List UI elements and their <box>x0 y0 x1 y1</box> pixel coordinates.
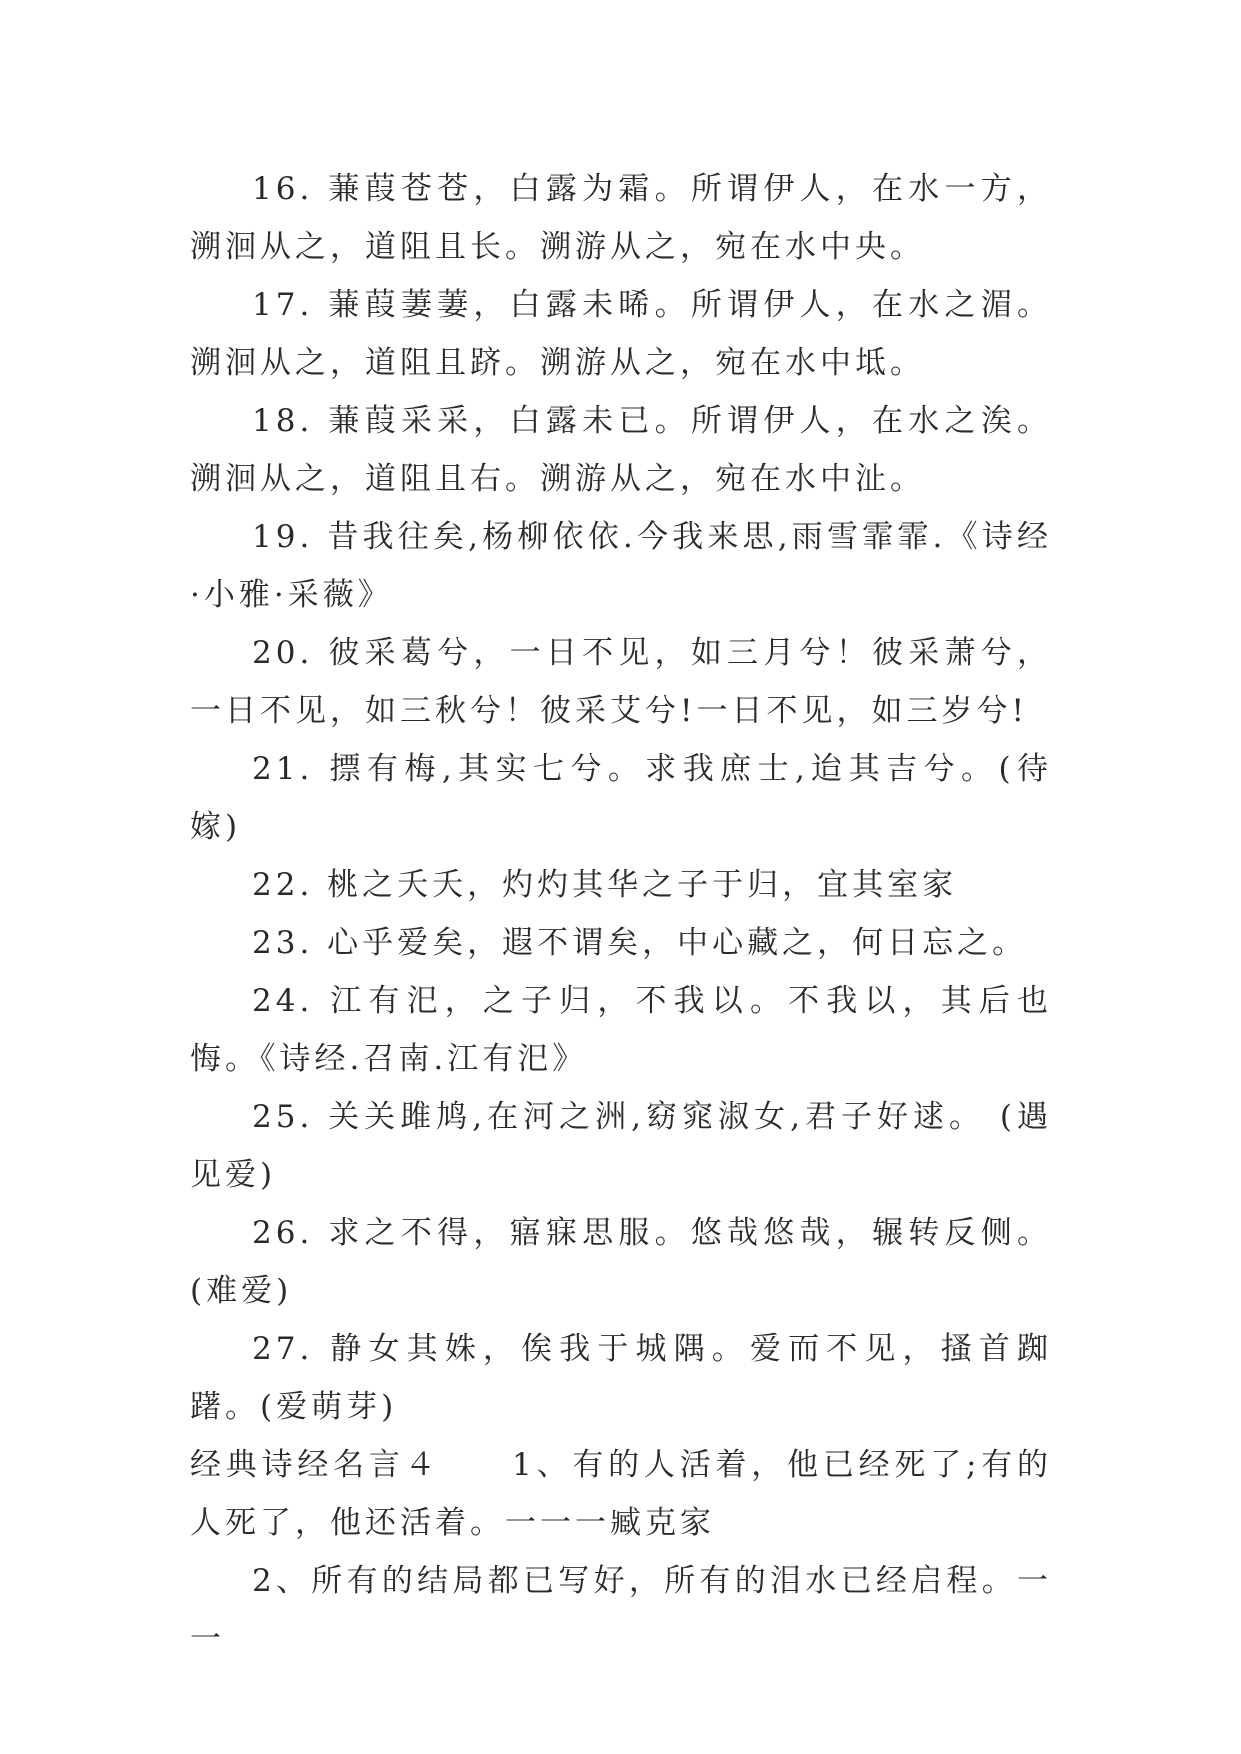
quote-21: 21. 摽有梅,其实七兮。求我庶士,迨其吉兮。(待嫁) <box>190 751 1052 845</box>
quote-2: 2、所有的结局都已写好，所有的泪水已经启程。一一 <box>190 1563 1052 1657</box>
quote-25: 25. 关关雎鸠,在河之洲,窈窕淑女,君子好逑。 (遇见爱) <box>190 1099 1052 1193</box>
document-page <box>190 160 1052 1668</box>
quote-17: 17. 蒹葭萋萋，白露未晞。所谓伊人，在水之湄。溯洄从之，道阻且跻。溯游从之，宛在水中坻。 <box>190 287 1052 381</box>
quote-26: 26. 求之不得，寤寐思服。悠哉悠哉，辗转反侧。(难爱) <box>190 1215 1052 1309</box>
quote-20: 20. 彼采葛兮，一日不见，如三月兮！彼采萧兮，一日不见，如三秋兮！彼采艾兮!一日不见，如三岁兮! <box>190 635 1052 729</box>
quote-27: 27. 静女其姝，俟我于城隅。爱而不见，搔首踟躇。(爱萌芽) <box>190 1331 1052 1425</box>
quote-19: 19. 昔我往矣,杨柳依依.今我来思,雨雪霏霏.《诗经·小雅·采薇》 <box>190 519 1052 613</box>
quote-23: 23. 心乎爱矣，遐不谓矣，中心藏之，何日忘之。 <box>252 925 1028 961</box>
quote-18: 18. 蒹葭采采，白露未已。所谓伊人，在水之涘。溯洄从之，道阻且右。溯游从之，宛在水中沚。 <box>190 403 1052 497</box>
quote-22: 22. 桃之夭夭，灼灼其华之子于归，宜其室家 <box>252 867 958 903</box>
section-heading-paragraph: 经典诗经名言４ 1、有的人活着，他已经死了;有的人死了，他还活着。一一一臧克家 <box>190 1447 1052 1541</box>
quote-24: 24. 江有汜，之子归，不我以。不我以，其后也悔。《诗经.召南.江有汜》 <box>190 983 1052 1077</box>
quote-16: 16. 蒹葭苍苍，白露为霜。所谓伊人，在水一方，溯洄从之，道阻且长。溯游从之，宛在水中央。 <box>190 171 1052 265</box>
